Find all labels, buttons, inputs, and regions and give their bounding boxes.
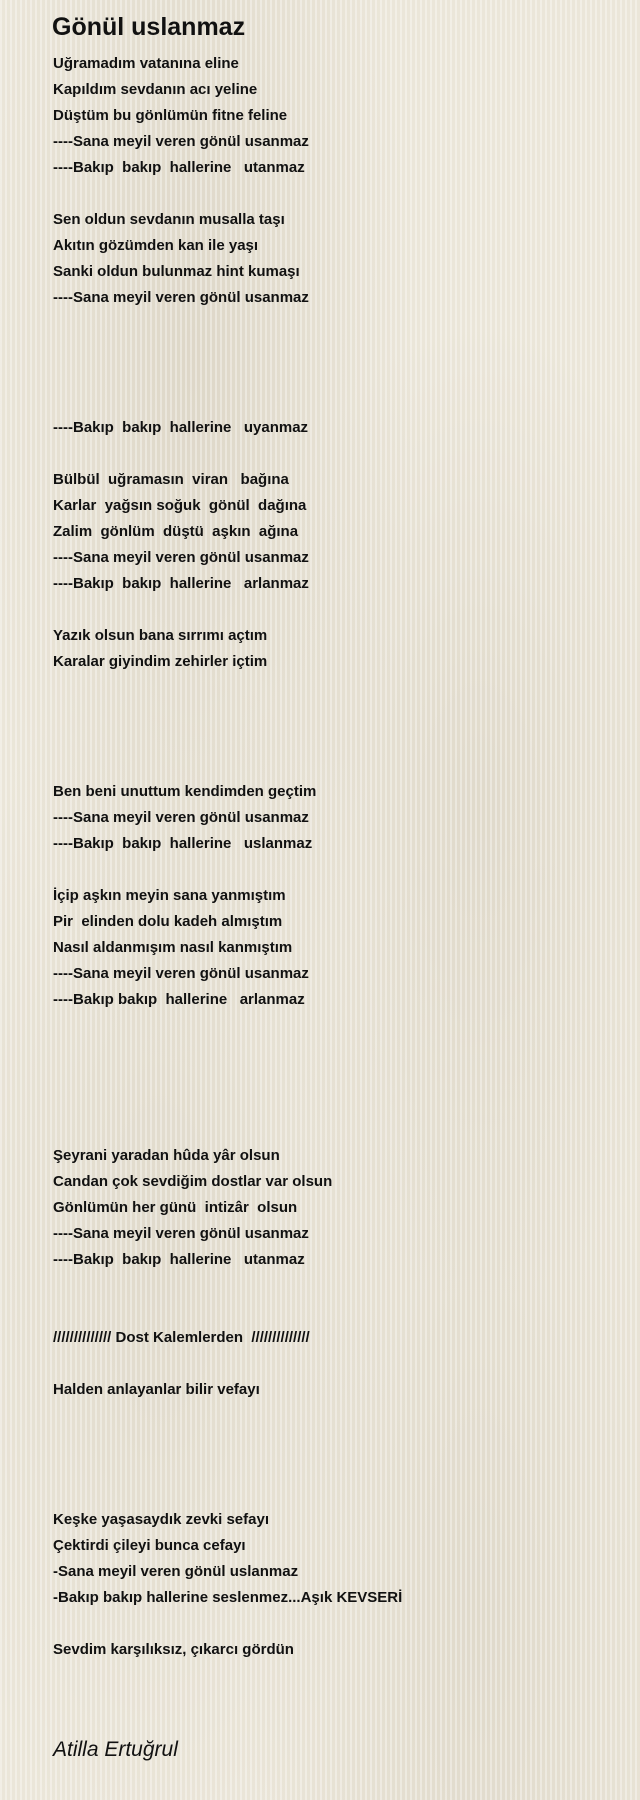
stanza-gap [53,1455,613,1481]
stanza-gap [53,337,613,363]
poem-line: Bülbül uğramasın viran bağına [53,471,289,488]
poem-line: Sen oldun sevdanın musalla taşı [53,211,285,228]
stanza-gap [53,1299,613,1325]
poem-line: Çektirdi çileyi bunca cefayı [53,1537,246,1554]
poem-line: -Bakıp bakıp hallerine seslenmez...Aşık KEVSERİ [53,1589,403,1606]
stanza-gap [53,363,613,389]
stanza-gap [53,1273,613,1299]
stanza-gap [53,753,613,779]
poem-line: -Sana meyil veren gönül uslanmaz [53,1563,299,1580]
poem-line: ----Bakıp bakıp hallerine uslanmaz [53,835,313,852]
stanza-gap [53,727,613,753]
poem-line: ----Bakıp bakıp hallerine arlanmaz [53,991,305,1008]
poem-line: Yazık olsun bana sırrımı açtım [53,627,268,644]
poem-line: Keşke yaşasaydık zevki sefayı [53,1511,269,1528]
poem-line: ////////////// Dost Kalemlerden ////////////// [53,1329,310,1346]
poem-line: ----Sana meyil veren gönül usanmaz [53,289,309,306]
stanza-gap [53,1013,613,1039]
stanza-gap [53,1351,613,1377]
poem-line: Halden anlayanlar bilir vefayı [53,1381,260,1398]
poem-line: Zalim gönlüm düştü aşkın ağına [53,523,299,540]
poem-title: Gönül uslanmaz [52,13,246,41]
stanza-gap [53,675,613,701]
poem-line: Pir elinden dolu kadeh almıştım [53,913,283,930]
stanza-gap [53,389,613,415]
poem-body [53,51,613,1663]
poem-line: Sevdim karşılıksız, çıkarcı gördün [53,1641,294,1658]
poem-line: ----Bakıp bakıp hallerine utanmaz [53,159,305,176]
stanza-gap [53,857,613,883]
poem-line: Karlar yağsın soğuk gönül dağına [53,497,307,514]
stanza-gap [53,1481,613,1507]
stanza-gap [53,181,613,207]
poem-line: İçip aşkın meyin sana yanmıştım [53,887,286,904]
stanza-gap [53,1117,613,1143]
poem-line: Uğramadım vatanına eline [53,55,239,72]
poem-line: ----Sana meyil veren gönül usanmaz [53,809,309,826]
poem-line: Gönlümün her günü intizâr olsun [53,1199,298,1216]
poem-line: Kapıldım sevdanın acı yeline [53,81,258,98]
stanza-gap [53,441,613,467]
poem-line: Düştüm bu gönlümün fitne feline [53,107,288,124]
poem-line: Karalar giyindim zehirler içtim [53,653,268,670]
poem-line: ----Bakıp bakıp hallerine utanmaz [53,1251,305,1268]
stanza-gap [53,1611,613,1637]
stanza-gap [53,311,613,337]
poem-line: Şeyrani yaradan hûda yâr olsun [53,1147,280,1164]
poem-line: Akıtın gözümden kan ile yaşı [53,237,259,254]
stanza-gap [53,701,613,727]
stanza-gap [53,1403,613,1429]
poem-line: ----Sana meyil veren gönül usanmaz [53,133,309,150]
poem-author: Atilla Ertuğrul [53,1738,178,1761]
poem-line: ----Sana meyil veren gönül usanmaz [53,549,309,566]
stanza-gap [53,1065,613,1091]
stanza-gap [53,1039,613,1065]
poem-line: Nasıl aldanmışım nasıl kanmıştım [53,939,293,956]
poem-line: ----Sana meyil veren gönül usanmaz [53,1225,309,1242]
poem-line: Ben beni unuttum kendimden geçtim [53,783,317,800]
stanza-gap [53,1429,613,1455]
poem-line: Candan çok sevdiğim dostlar var olsun [53,1173,333,1190]
stanza-gap [53,597,613,623]
poem-line: ----Sana meyil veren gönül usanmaz [53,965,309,982]
poem-line: ----Bakıp bakıp hallerine arlanmaz [53,575,309,592]
poem-line: Sanki oldun bulunmaz hint kumaşı [53,263,300,280]
stanza-gap [53,1091,613,1117]
poem-line: ----Bakıp bakıp hallerine uyanmaz [53,419,309,436]
